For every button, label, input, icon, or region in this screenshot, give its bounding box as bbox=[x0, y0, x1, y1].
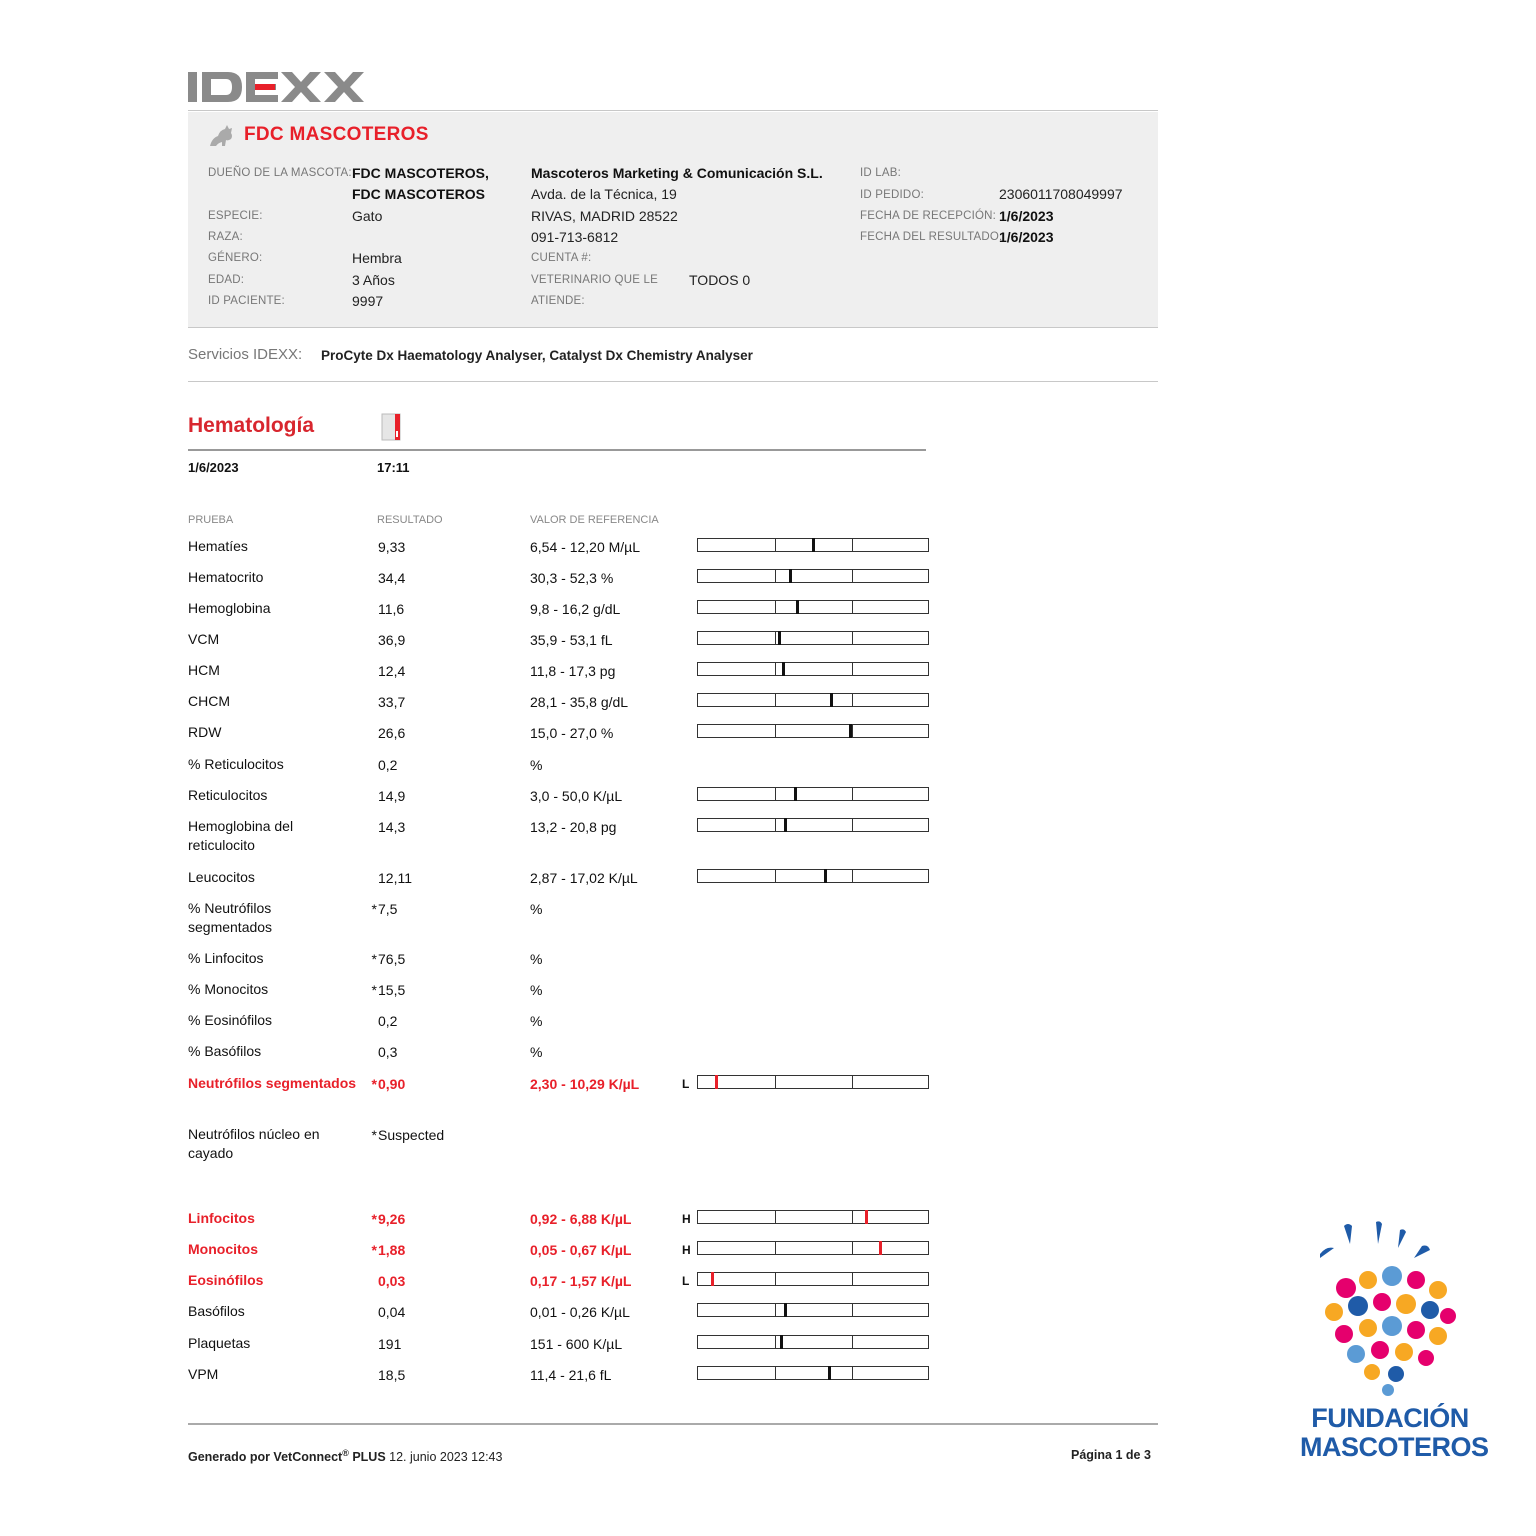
reference-range: % bbox=[530, 951, 543, 967]
range-bar-marker bbox=[778, 631, 781, 645]
range-bar-divider bbox=[775, 601, 776, 613]
test-name: % Neutrófilos segmentados bbox=[188, 900, 273, 935]
range-bar-marker bbox=[849, 724, 852, 738]
reference-range: 15,0 - 27,0 % bbox=[530, 725, 614, 741]
range-flag: H bbox=[682, 1212, 691, 1226]
age-label: EDAD: bbox=[208, 274, 245, 286]
page-number: Página 1 de 3 bbox=[1071, 1448, 1151, 1462]
divider bbox=[188, 327, 1158, 328]
test-result bbox=[366, 1210, 516, 1229]
range-bar-marker bbox=[824, 869, 827, 883]
reference-range: % bbox=[530, 1044, 543, 1060]
range-bar bbox=[697, 1210, 929, 1224]
range-bar-divider bbox=[852, 539, 853, 551]
reference-range: 35,9 - 53,1 fL bbox=[530, 632, 613, 648]
reference-range: % bbox=[530, 982, 543, 998]
range-bar-divider bbox=[852, 1242, 853, 1254]
range-bar-divider bbox=[852, 1211, 853, 1223]
range-bar bbox=[697, 600, 929, 614]
result-value: 9,26 bbox=[378, 1211, 406, 1227]
range-bar-divider bbox=[775, 1076, 776, 1088]
test-result bbox=[366, 600, 516, 619]
patient-id-value: 9997 bbox=[352, 293, 384, 309]
range-flag: L bbox=[682, 1274, 690, 1288]
range-bar-marker bbox=[780, 1335, 783, 1349]
result-time: 17:11 bbox=[377, 460, 410, 475]
lab-id-label: ID LAB: bbox=[860, 167, 902, 179]
result-value: 0,2 bbox=[378, 757, 398, 773]
result-value: 0,2 bbox=[378, 1013, 398, 1029]
reference-range: % bbox=[530, 1013, 543, 1029]
test-name: % Monocitos bbox=[188, 981, 269, 997]
abnormal-asterisk: * bbox=[371, 901, 377, 917]
test-name: Linfocitos bbox=[188, 1210, 255, 1226]
range-bar bbox=[697, 1075, 929, 1089]
result-value: 26,6 bbox=[378, 725, 406, 741]
range-bar bbox=[697, 818, 929, 832]
test-result bbox=[366, 787, 516, 806]
services-value: ProCyte Dx Haematology Analyser, Catalyst Dx Chemistry Analyser bbox=[321, 348, 753, 363]
result-value: 15,5 bbox=[378, 982, 406, 998]
range-bar-divider bbox=[775, 632, 776, 644]
test-name: Reticulocitos bbox=[188, 787, 268, 803]
abnormal-asterisk: * bbox=[371, 1211, 377, 1227]
divider bbox=[188, 110, 1158, 111]
owner-value-1: FDC MASCOTEROS, bbox=[352, 165, 489, 181]
result-value: 33,7 bbox=[378, 694, 406, 710]
test-name: Leucocitos bbox=[188, 869, 255, 885]
result-value: 7,5 bbox=[378, 901, 398, 917]
phone: 091-713-6812 bbox=[531, 229, 619, 245]
range-bar-divider bbox=[852, 663, 853, 675]
abnormal-asterisk: * bbox=[371, 1076, 377, 1092]
reference-range: 11,4 - 21,6 fL bbox=[530, 1367, 612, 1383]
range-bar bbox=[697, 724, 929, 738]
test-result bbox=[366, 1012, 516, 1031]
range-bar-divider bbox=[775, 819, 776, 831]
column-header-test: PRUEBA bbox=[188, 514, 234, 526]
range-flag: L bbox=[682, 1077, 690, 1091]
result-value: 0,04 bbox=[378, 1304, 406, 1320]
result-value: 0,3 bbox=[378, 1044, 398, 1060]
test-name: Hemoglobina bbox=[188, 600, 271, 616]
result-value: 191 bbox=[378, 1336, 402, 1352]
age-value: 3 Años bbox=[352, 272, 395, 288]
footer-generated bbox=[188, 1448, 502, 1464]
range-bar-marker bbox=[830, 693, 833, 707]
range-bar-divider bbox=[852, 870, 853, 882]
range-bar-divider bbox=[852, 1273, 853, 1285]
services-label: Servicios IDEXX: bbox=[188, 346, 303, 363]
cat-icon bbox=[206, 124, 236, 148]
range-bar-divider bbox=[775, 1242, 776, 1254]
test-result bbox=[366, 818, 516, 837]
range-bar bbox=[697, 662, 929, 676]
vet-label-1: VETERINARIO QUE LE bbox=[531, 274, 658, 286]
test-result bbox=[366, 1335, 516, 1354]
test-name: CHCM bbox=[188, 693, 230, 709]
range-bar bbox=[697, 1241, 929, 1255]
test-name: Neutrófilos segmentados bbox=[188, 1075, 357, 1091]
vet-value: TODOS 0 bbox=[689, 272, 751, 288]
result-value: 18,5 bbox=[378, 1367, 406, 1383]
product-name: PLUS bbox=[352, 1450, 386, 1465]
reference-range: 30,3 - 52,3 % bbox=[530, 570, 614, 586]
reference-range: 0,01 - 0,26 K/µL bbox=[530, 1304, 630, 1320]
test-name: % Eosinófilos bbox=[188, 1012, 273, 1028]
test-result bbox=[366, 900, 516, 919]
test-name: VCM bbox=[188, 631, 220, 647]
range-bar-marker bbox=[879, 1241, 882, 1255]
range-bar-marker bbox=[794, 787, 797, 801]
range-bar-divider bbox=[852, 1336, 853, 1348]
registered-mark: ® bbox=[342, 1448, 349, 1458]
range-bar bbox=[697, 787, 929, 801]
range-bar bbox=[697, 693, 929, 707]
reference-range: 2,87 - 17,02 K/µL bbox=[530, 870, 638, 886]
received-value: 1/6/2023 bbox=[999, 208, 1054, 224]
range-bar bbox=[697, 631, 929, 645]
test-result bbox=[366, 950, 516, 969]
range-bar-divider bbox=[852, 694, 853, 706]
result-value: 34,4 bbox=[378, 570, 406, 586]
range-bar bbox=[697, 538, 929, 552]
gender-value: Hembra bbox=[352, 250, 402, 266]
company-name: Mascoteros Marketing & Comunicación S.L. bbox=[531, 165, 823, 181]
test-result bbox=[366, 869, 516, 888]
patient-id-label: ID PACIENTE: bbox=[208, 295, 285, 307]
test-name: VPM bbox=[188, 1366, 219, 1382]
foundation-name-line1: FUNDACIÓN bbox=[1311, 1403, 1469, 1433]
range-bar bbox=[697, 1366, 929, 1380]
range-bar-divider bbox=[775, 1273, 776, 1285]
test-result bbox=[366, 1366, 516, 1385]
reference-range: 0,05 - 0,67 K/µL bbox=[530, 1242, 632, 1258]
owner-label: DUEÑO DE LA MASCOTA: bbox=[208, 167, 352, 179]
abnormal-asterisk: * bbox=[371, 1242, 377, 1258]
test-result bbox=[366, 1043, 516, 1062]
test-result bbox=[366, 569, 516, 588]
reference-range: 13,2 - 20,8 pg bbox=[530, 819, 617, 835]
reference-range: 6,54 - 12,20 M/µL bbox=[530, 539, 641, 555]
result-value: 0,03 bbox=[378, 1273, 406, 1289]
column-header-reference: VALOR DE REFERENCIA bbox=[530, 514, 659, 526]
test-result bbox=[366, 1303, 516, 1322]
test-result bbox=[366, 538, 516, 557]
result-value: 14,3 bbox=[378, 819, 406, 835]
test-result bbox=[366, 756, 516, 775]
reference-range: 0,92 - 6,88 K/µL bbox=[530, 1211, 632, 1227]
vet-label-2: ATIENDE: bbox=[531, 295, 585, 307]
range-bar-divider bbox=[775, 694, 776, 706]
sample-tube-icon bbox=[381, 413, 403, 441]
order-id-value: 2306011708049997 bbox=[999, 186, 1123, 202]
test-result bbox=[366, 631, 516, 650]
clinic-name: FDC MASCOTEROS bbox=[244, 124, 429, 145]
result-date-label: FECHA DEL RESULTADO: bbox=[860, 231, 1003, 243]
abnormal-asterisk: * bbox=[371, 1127, 377, 1143]
reference-range: 11,8 - 17,3 pg bbox=[530, 663, 616, 679]
range-bar-divider bbox=[775, 870, 776, 882]
test-result bbox=[366, 1272, 516, 1291]
test-name: Hematíes bbox=[188, 538, 248, 554]
test-name: % Linfocitos bbox=[188, 950, 264, 966]
range-bar-marker bbox=[828, 1366, 831, 1380]
foundation-name-line2: MASCOTEROS bbox=[1300, 1432, 1489, 1462]
test-result bbox=[366, 662, 516, 681]
generated-label: Generado por VetConnect bbox=[188, 1450, 343, 1465]
result-date-value: 1/6/2023 bbox=[999, 229, 1054, 245]
section-divider bbox=[188, 449, 926, 451]
range-bar-divider bbox=[852, 570, 853, 582]
range-bar-divider bbox=[775, 663, 776, 675]
result-value: 0,90 bbox=[378, 1076, 406, 1092]
test-name: Basófilos bbox=[188, 1303, 245, 1319]
generated-timestamp: 12. junio 2023 12:43 bbox=[389, 1450, 503, 1465]
test-name: Monocitos bbox=[188, 1241, 258, 1257]
owner-value-2: FDC MASCOTEROS bbox=[352, 186, 485, 202]
gender-label: GÉNERO: bbox=[208, 252, 263, 264]
species-label: ESPECIE: bbox=[208, 210, 263, 222]
reference-range: % bbox=[530, 757, 543, 773]
range-bar bbox=[697, 869, 929, 883]
species-value: Gato bbox=[352, 208, 383, 224]
range-bar-divider bbox=[852, 1367, 853, 1379]
address-line-2: RIVAS, MADRID 28522 bbox=[531, 208, 678, 224]
result-value: 14,9 bbox=[378, 788, 406, 804]
test-name: Plaquetas bbox=[188, 1335, 251, 1351]
result-date: 1/6/2023 bbox=[188, 460, 239, 475]
reference-range: 0,17 - 1,57 K/µL bbox=[530, 1273, 632, 1289]
reference-range: 9,8 - 16,2 g/dL bbox=[530, 601, 621, 617]
range-bar bbox=[697, 1303, 929, 1317]
test-result bbox=[366, 1075, 516, 1094]
range-bar-marker bbox=[789, 569, 792, 583]
range-bar-divider bbox=[775, 725, 776, 737]
test-name: % Basófilos bbox=[188, 1043, 262, 1059]
test-result bbox=[366, 693, 516, 712]
range-bar-marker bbox=[784, 818, 787, 832]
result-value: 76,5 bbox=[378, 951, 406, 967]
reference-range: 2,30 - 10,29 K/µL bbox=[530, 1076, 640, 1092]
received-label: FECHA DE RECEPCIÓN: bbox=[860, 210, 997, 222]
range-bar-divider bbox=[852, 632, 853, 644]
order-id-label: ID PEDIDO: bbox=[860, 189, 924, 201]
range-bar-divider bbox=[775, 539, 776, 551]
range-flag: H bbox=[682, 1243, 691, 1257]
section-title: Hematología bbox=[188, 414, 315, 437]
range-bar-marker bbox=[865, 1210, 868, 1224]
range-bar-marker bbox=[715, 1075, 718, 1089]
account-label: CUENTA #: bbox=[531, 252, 592, 264]
range-bar-marker bbox=[812, 538, 815, 552]
range-bar bbox=[697, 1272, 929, 1286]
result-value: 12,4 bbox=[378, 663, 406, 679]
test-name: RDW bbox=[188, 724, 222, 740]
test-name: HCM bbox=[188, 662, 220, 678]
range-bar-marker bbox=[782, 662, 785, 676]
range-bar-marker bbox=[711, 1272, 714, 1286]
result-value: 36,9 bbox=[378, 632, 406, 648]
range-bar-marker bbox=[784, 1303, 787, 1317]
range-bar-divider bbox=[775, 1211, 776, 1223]
result-value: 9,33 bbox=[378, 539, 406, 555]
abnormal-asterisk: * bbox=[371, 951, 377, 967]
test-name: Neutrófilos núcleo en cayado bbox=[188, 1126, 320, 1161]
range-bar-divider bbox=[775, 1336, 776, 1348]
test-result bbox=[366, 981, 516, 1000]
range-bar-divider bbox=[852, 1304, 853, 1316]
range-bar-divider bbox=[852, 725, 853, 737]
range-bar-marker bbox=[796, 600, 799, 614]
range-bar-divider bbox=[775, 570, 776, 582]
result-value: 12,11 bbox=[378, 870, 412, 886]
test-result bbox=[366, 724, 516, 743]
range-bar-divider bbox=[775, 1367, 776, 1379]
range-bar bbox=[697, 569, 929, 583]
column-header-result: RESULTADO bbox=[377, 514, 443, 526]
result-value: 1,88 bbox=[378, 1242, 406, 1258]
range-bar bbox=[697, 1335, 929, 1349]
reference-range: 151 - 600 K/µL bbox=[530, 1336, 623, 1352]
range-bar-divider bbox=[775, 788, 776, 800]
address-line-1: Avda. de la Técnica, 19 bbox=[531, 186, 677, 202]
reference-range: 28,1 - 35,8 g/dL bbox=[530, 694, 629, 710]
range-bar-divider bbox=[852, 1076, 853, 1088]
test-result bbox=[366, 1126, 516, 1145]
range-bar-divider bbox=[775, 1304, 776, 1316]
abnormal-asterisk: * bbox=[371, 982, 377, 998]
reference-range: 3,0 - 50,0 K/µL bbox=[530, 788, 623, 804]
footer-divider bbox=[188, 1423, 1158, 1425]
range-bar-divider bbox=[852, 601, 853, 613]
test-name: Hemoglobina del reticulocito bbox=[188, 818, 294, 853]
test-name: Hematocrito bbox=[188, 569, 264, 585]
fundacion-mascoteros-logo bbox=[1306, 1218, 1472, 1400]
range-bar-divider bbox=[852, 819, 853, 831]
result-value: Suspected bbox=[378, 1127, 445, 1143]
test-result bbox=[366, 1241, 516, 1260]
idexx-logo bbox=[188, 68, 364, 106]
result-value: 11,6 bbox=[378, 601, 405, 617]
test-name: Eosinófilos bbox=[188, 1272, 264, 1288]
reference-range: % bbox=[530, 901, 543, 917]
breed-label: RAZA: bbox=[208, 231, 243, 243]
divider bbox=[188, 381, 1158, 382]
test-name: % Reticulocitos bbox=[188, 756, 284, 772]
foundation-name bbox=[1300, 1403, 1489, 1462]
range-bar-divider bbox=[852, 788, 853, 800]
